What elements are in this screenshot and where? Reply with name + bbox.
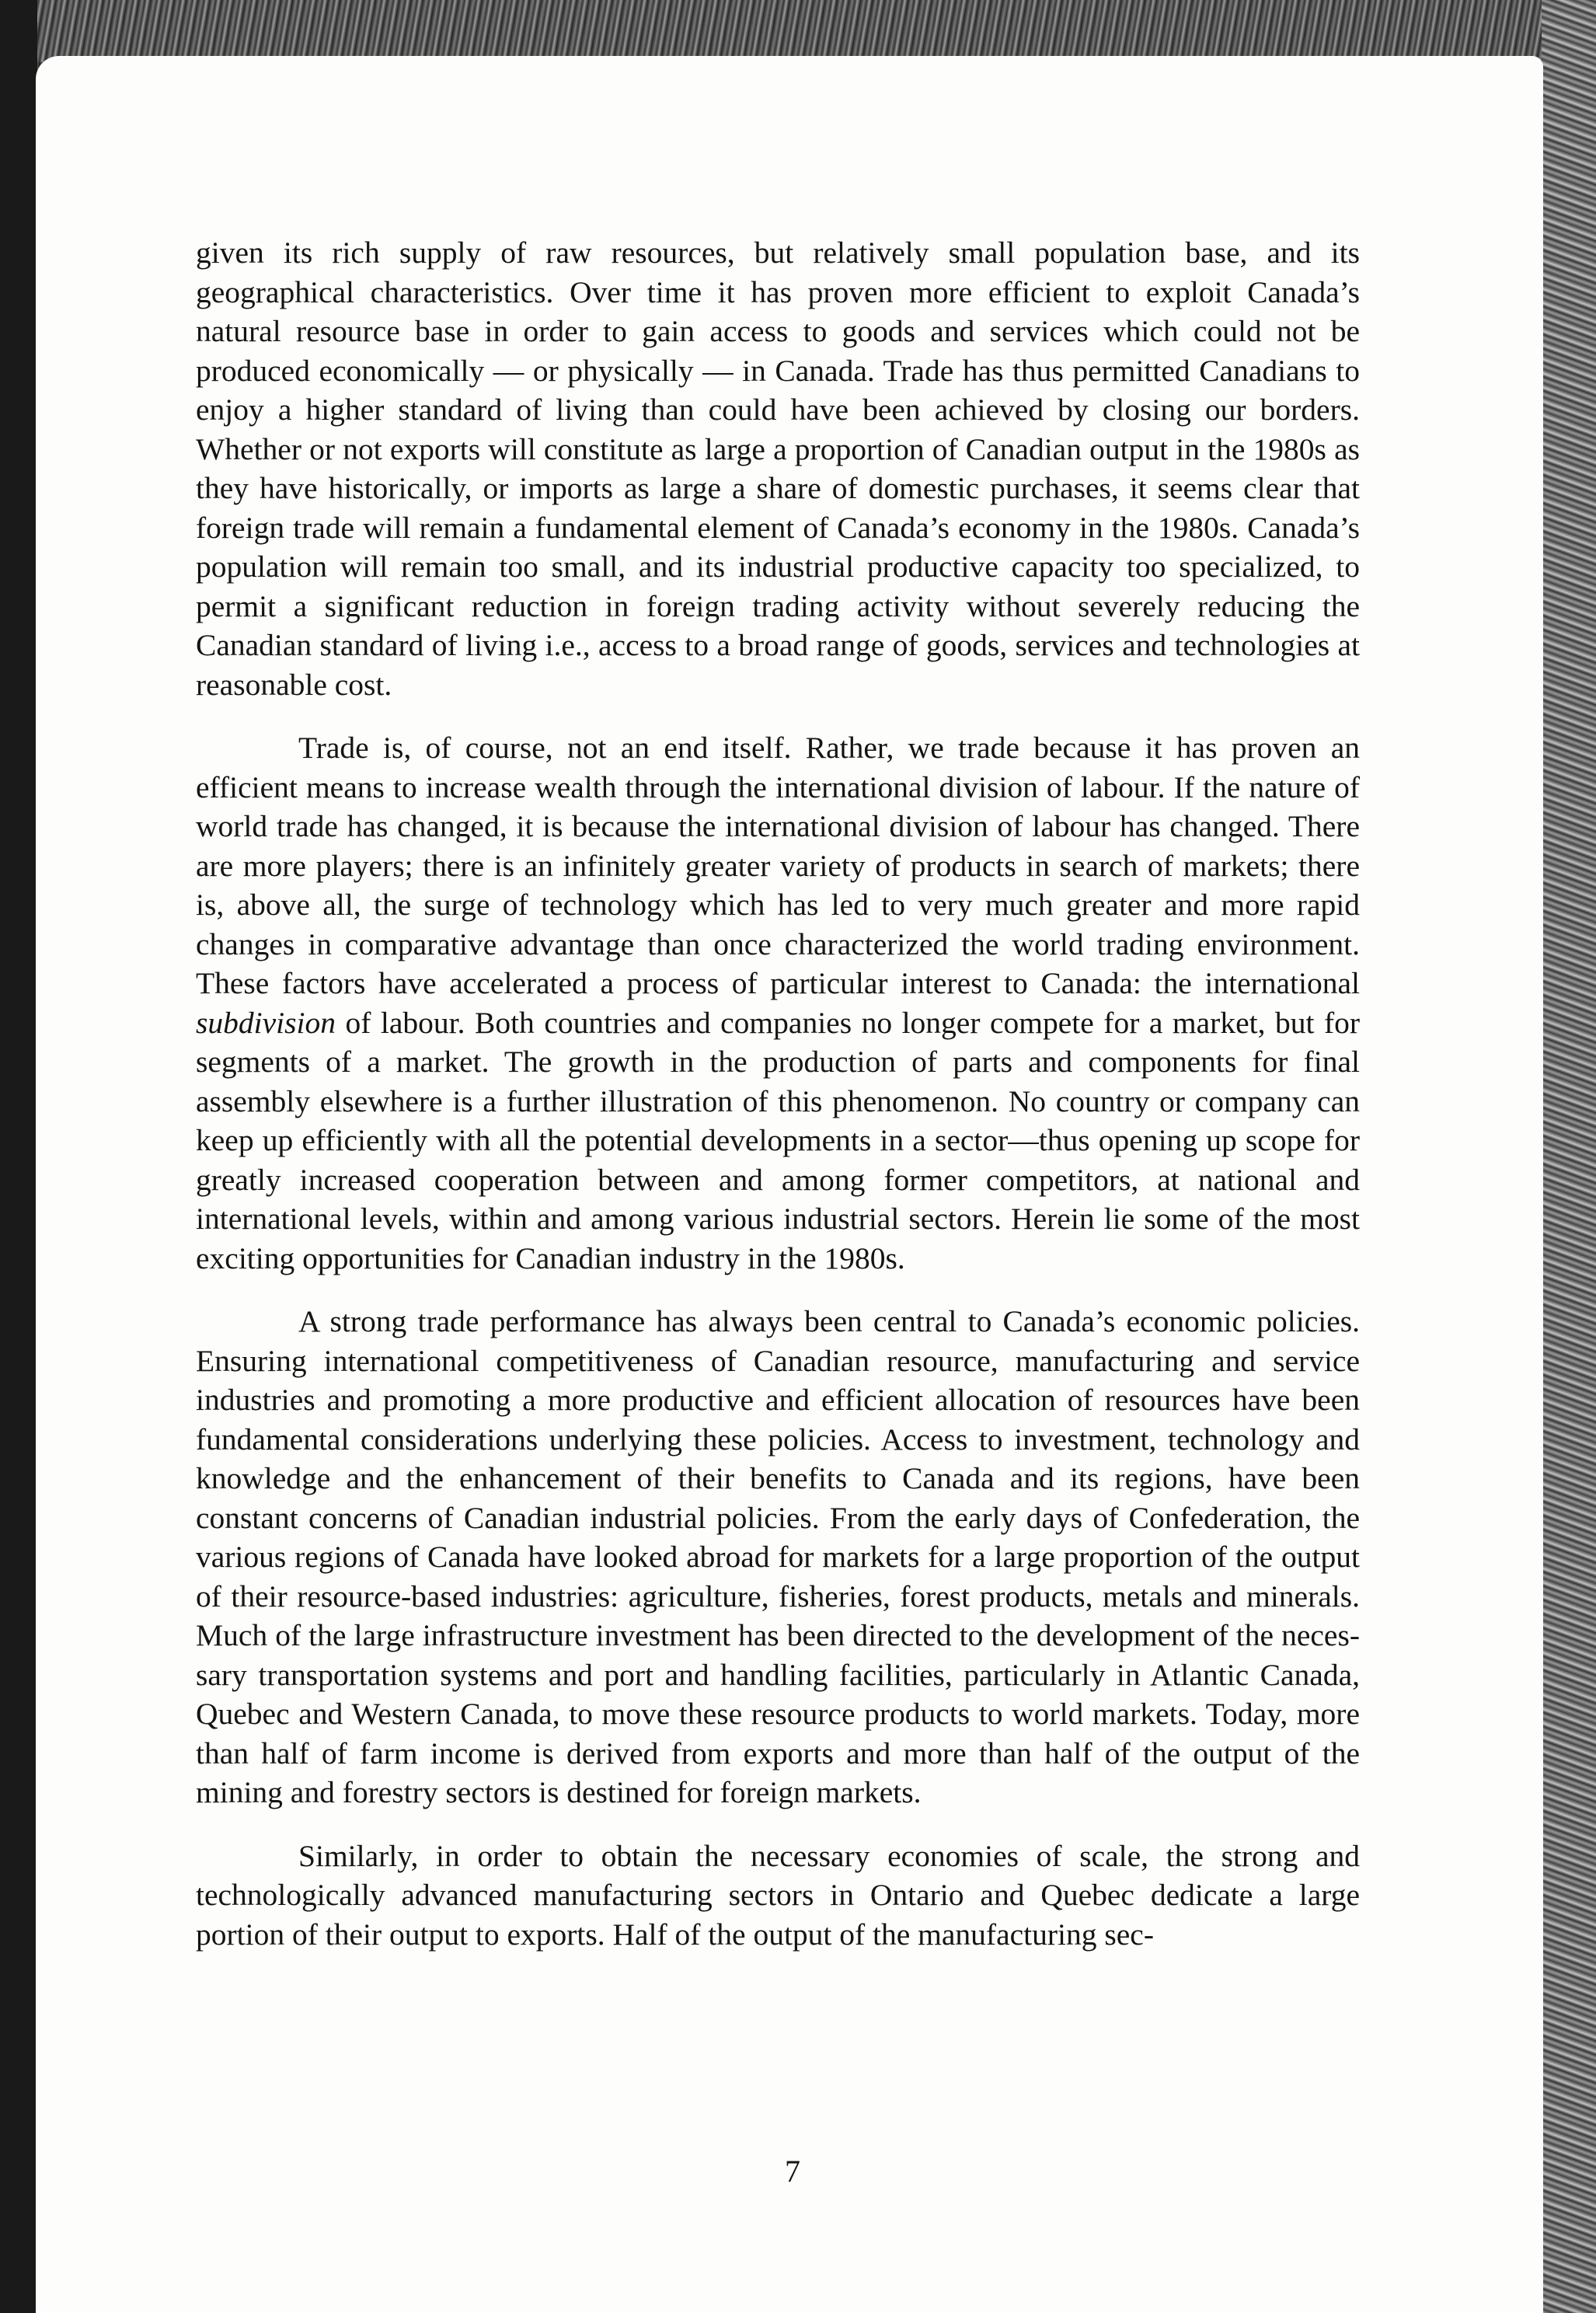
paragraph-text: given its rich supply of raw resources, but relatively small population base, and its geographical characteristics. Over time it has proven more efficient to exploit Canada’s natural resource base in order to gain access to goods and services which could not be produced economically — or physically — in Canada. Trade has thus permitted Canadians to enjoy a higher standard of living than could have been achieved by closing our borders. Whether or not exports will constitute as large a proportion of Canadian output in the 1980s as they have historically, or imports as large a share of domestic purchases, it seems clear that foreign trade will remain a fundamental element of Canada’s economy in the 1980s. Canada’s population will remain too small, and its industrial productive capacity too specialized, to permit a significant reduction in foreign trading activity without severely reducing the Canadian standard of living i.e., access to a broad range of goods, services and technologies at reasonable cost.: [196, 235, 1360, 702]
paragraph-3: [196, 1302, 1360, 1812]
scan-left-edge: [0, 0, 37, 2313]
paragraph-text: A strong trade performance has always been central to Canada’s economic policies. Ensuring international competitiveness of Canadian resource, manufacturing and service industries and promoting a more productive and efficient allocation of resources have been fundamental considerations underlying these policies. Access to investment, technology and knowledge and the enhancement of their benefits to Canada and its regions, have been constant concerns of Canadian industrial policies. From the early days of Confederation, the various regions of Canada have looked abroad for markets for a large proportion of the output of their resource-based industries: agriculture, fisheries, forest products, metals and minerals. Much of the large infrastructure investment has been directed to the development of the necessary transportation systems and port and handling facilities, particularly in Atlantic Canada, Quebec and Western Canada, to move these resource products to world markets. Today, more than half of farm income is derived from exports and more than half of the output of the mining and forestry sectors is destined for foreign markets.: [196, 1304, 1360, 1809]
paragraph-text: of labour. Both countries and companies no longer compete for a market, but for segments of a market. The growth in the production of parts and components for final assembly elsewhere is a further illustration of this phenomenon. No country or company can keep up efficiently with all the potential developments in a sector—thus opening up scope for greatly increased cooperation between and among former competitors, at national and international levels, within and among various industrial sectors. Herein lie some of the most exciting opportunities for Canadian industry in the 1980s.: [196, 1005, 1360, 1275]
scan-right-edge: [1542, 0, 1596, 2313]
paragraph-1: [196, 233, 1360, 704]
scan-top-edge: [0, 0, 1596, 62]
paragraph-text: Trade is, of course, not an end itself. Rather, we trade because it has proven an efficient means to increase wealth through the international division of labour. If the nature of world trade has changed, it is because the international division of labour has changed. There are more players; there is an infinitely greater variety of products in search of markets; there is, above all, the surge of technology which has led to very much greater and more rapid changes in comparative advantage than once characterized the world trading environment. These factors have accelerated a process of particular interest to Canada: the international: [196, 731, 1360, 1000]
body-text: [196, 233, 1360, 1978]
paragraph-text: Similarly, in order to obtain the necessary economies of scale, the strong and technologically advanced manufacturing sectors in Ontario and Quebec dedicate a large portion of their output to exports. Half of the output of the manufacturing sec-: [196, 1838, 1360, 1952]
paragraph-4: [196, 1837, 1360, 1955]
page-number: 7: [785, 2154, 800, 2189]
italic-text: subdivision: [196, 1005, 336, 1040]
paragraph-2: [196, 728, 1360, 1278]
